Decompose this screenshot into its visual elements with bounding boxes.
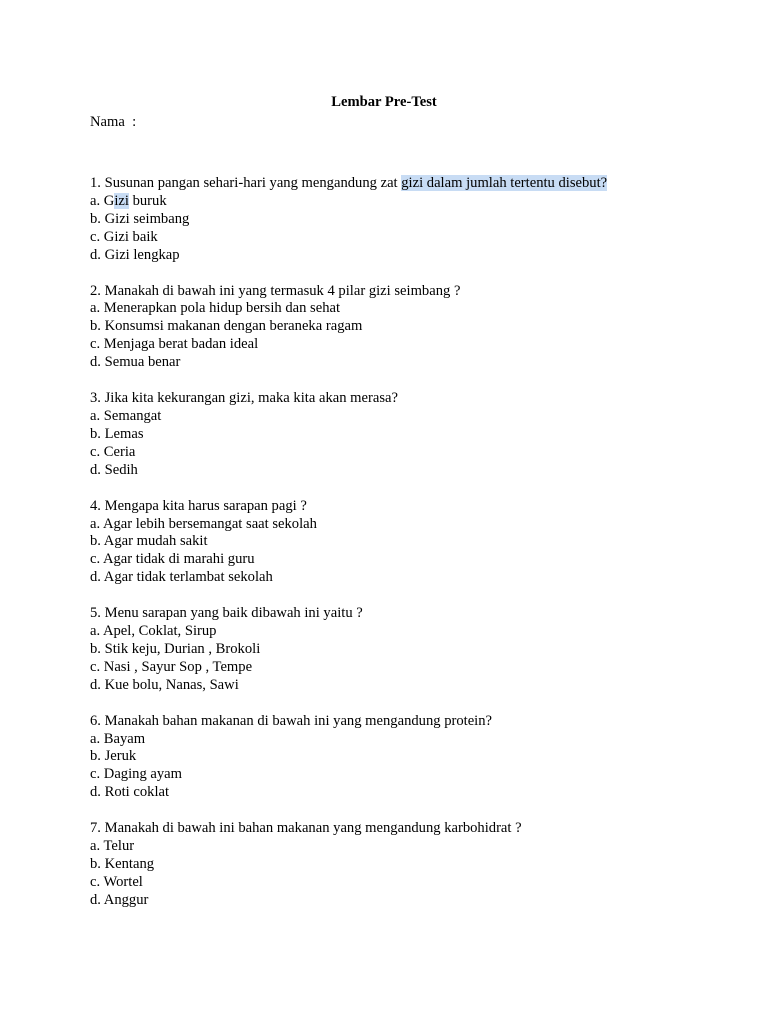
option-a[interactable]: a. Semangat [90,407,162,424]
option-a[interactable]: a. Bayam [90,730,146,747]
page-title: Lembar Pre-Test [331,94,437,110]
question-text[interactable]: 1. Susunan pangan sehari-hari yang mengandung zat gizi dalam jumlah tertentu disebut? [90,175,608,191]
option-a[interactable]: a. Gizi buruk [90,192,167,209]
option-c[interactable]: c. Daging ayam [90,766,182,783]
selected-text[interactable]: gizi dalam jumlah tertentu disebut? [401,175,608,191]
question-text[interactable]: 4. Mengapa kita harus sarapan pagi ? [90,497,307,514]
option-d[interactable]: d. Agar tidak terlambat sekolah [90,569,273,586]
option-d[interactable]: d. Kue bolu, Nanas, Sawi [90,676,239,693]
question-6 [90,713,710,803]
option-d[interactable]: d. Roti coklat [90,784,170,801]
option-b[interactable]: b. Gizi seimbang [90,210,190,227]
option-b[interactable]: b. Stik keju, Durian , Brokoli [90,640,261,657]
option-c[interactable]: c. Gizi baik [90,228,158,245]
option-d[interactable]: d. Semua benar [90,354,181,371]
question-7 [90,820,710,910]
option-b[interactable]: b. Kentang [90,856,155,872]
question-list [90,175,710,928]
question-text[interactable]: 6. Manakah bahan makanan di bawah ini yang mengandung protein? [90,712,493,729]
question-1 [90,175,710,265]
option-a[interactable]: a. Agar lebih bersemangat saat sekolah [90,515,317,532]
option-a[interactable]: a. Menerapkan pola hidup bersih dan sehat [90,300,341,317]
question-2 [90,283,710,373]
question-5 [90,605,710,695]
option-c[interactable]: c. Menjaga berat badan ideal [90,336,259,353]
option-b[interactable]: b. Jeruk [90,748,137,765]
question-text[interactable]: 5. Menu sarapan yang baik dibawah ini yaitu ? [90,605,363,622]
name-field-label: Nama : [90,114,137,130]
question-3 [90,390,710,480]
option-d[interactable]: d. Gizi lengkap [90,246,180,263]
option-c[interactable]: c. Nasi , Sayur Sop , Tempe [90,658,253,675]
question-text[interactable]: 7. Manakah di bawah ini bahan makanan yang mengandung karbohidrat ? [90,820,522,837]
option-d[interactable]: d. Sedih [90,461,138,478]
option-a[interactable]: a. Apel, Coklat, Sirup [90,623,217,640]
option-c[interactable]: c. Ceria [90,443,136,460]
option-a[interactable]: a. Telur [90,838,135,855]
question-text[interactable]: 2. Manakah di bawah ini yang termasuk 4 pilar gizi seimbang ? [90,282,461,299]
option-c[interactable]: c. Agar tidak di marahi guru [90,551,255,568]
option-c[interactable]: c. Wortel [90,873,143,890]
option-d[interactable]: d. Anggur [90,891,149,908]
option-b[interactable]: b. Lemas [90,425,144,442]
question-4 [90,498,710,588]
selected-text[interactable]: izi [114,192,129,209]
question-text[interactable]: 3. Jika kita kekurangan gizi, maka kita akan merasa? [90,390,398,407]
option-b[interactable]: b. Konsumsi makanan dengan beraneka ragam [90,318,363,335]
option-b[interactable]: b. Agar mudah sakit [90,533,208,550]
